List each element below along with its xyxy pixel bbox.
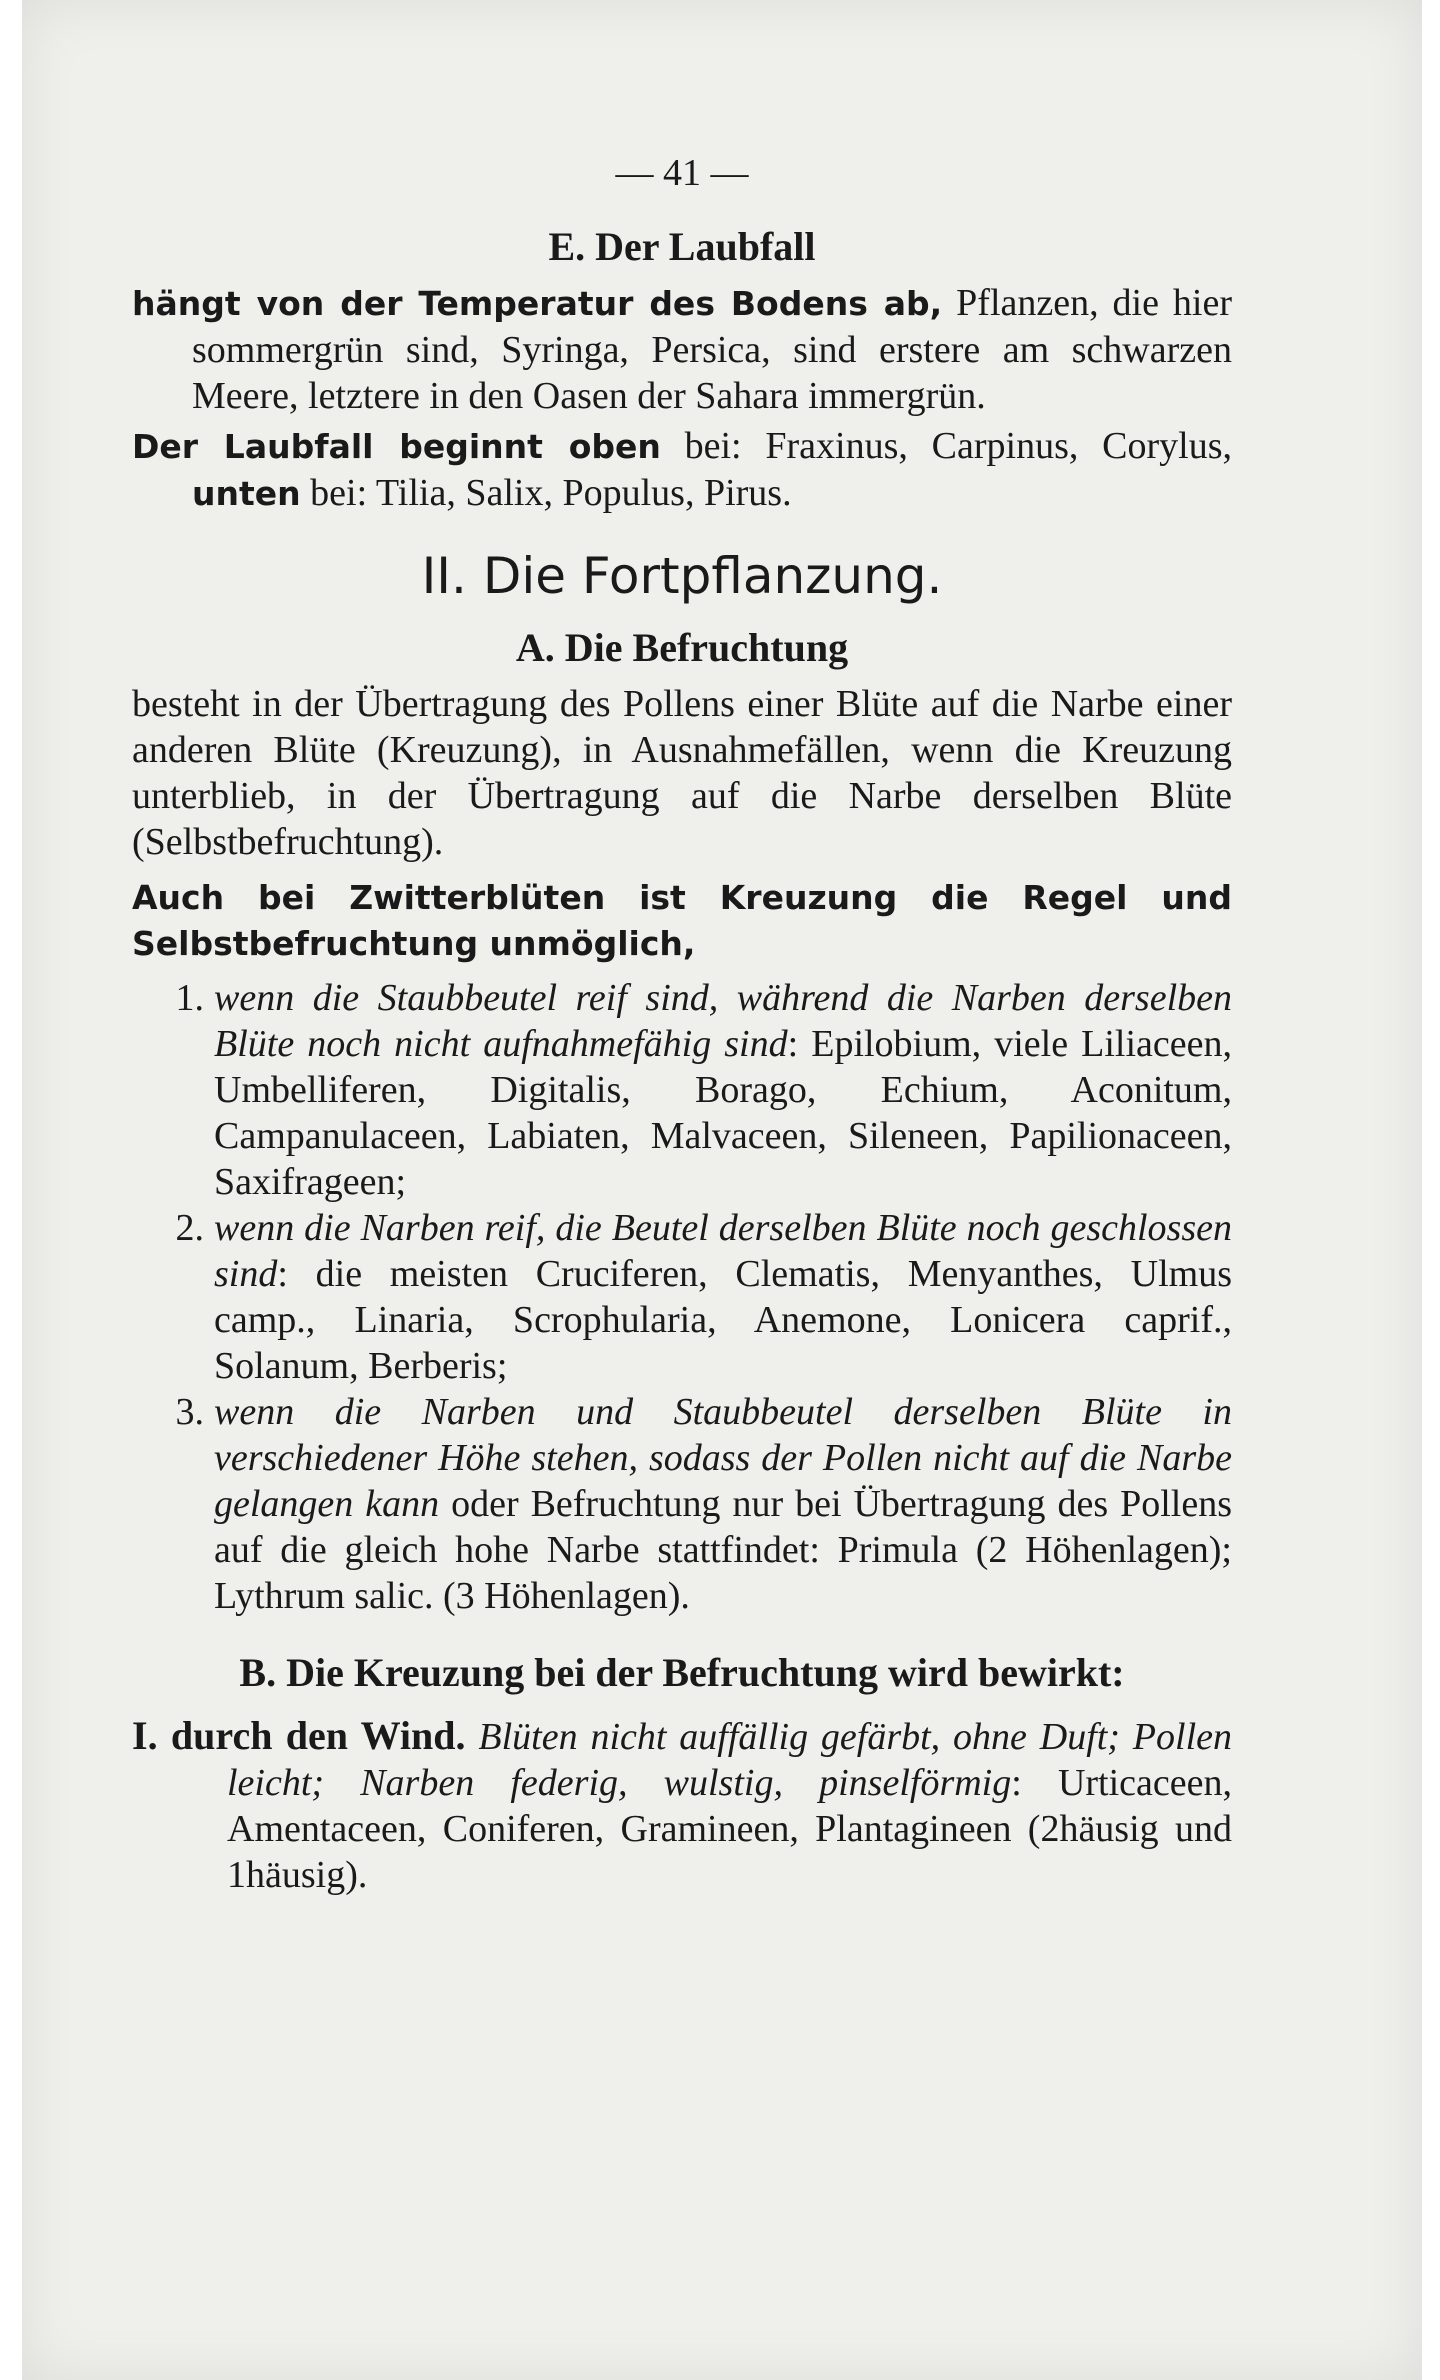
section-e-paragraph-2 xyxy=(132,423,1232,517)
list-item-2 xyxy=(132,1205,1232,1389)
section-e-para1-lead: hängt von der Temperatur des Bodens ab, xyxy=(132,284,943,323)
list-item-number: 3. xyxy=(175,1391,204,1433)
section-a-paragraph-1: besteht in der Übertragung des Pollens einer Blüte auf die Narbe einer anderen Blüte (Kreuzung), in Ausnahmefällen, wenn die Kreuzung unterblieb, in der Übertragung auf die Narbe derselben Blüte (Selbstbefruchtung). xyxy=(132,683,1232,863)
list-item-number: 1. xyxy=(175,977,204,1019)
page-number: — 41 — xyxy=(615,152,749,194)
section-b-item-1 xyxy=(132,1713,1232,1898)
section-e-title: E. Der Laubfall xyxy=(548,224,816,269)
section-e-para2-mid2: bei: Tilia, Salix, Populus, Pirus. xyxy=(300,472,792,514)
section-e-para2-lead1: Der Laubfall beginnt oben xyxy=(132,427,661,466)
section-b-item-1-italic: Blüten nicht auffällig gefärbt, ohne Duft; Pollen leicht; Narben federig, wulstig, pinselförmig xyxy=(227,1716,1233,1804)
list-item-italic: wenn die Narben reif, die Beutel derselben Blüte noch geschlossen sind xyxy=(214,1207,1232,1295)
list-item-number: 2. xyxy=(175,1207,204,1249)
page-content xyxy=(132,150,1232,1902)
section-b-title: B. Die Kreuzung bei der Befruchtung wird bewirkt: xyxy=(239,1650,1125,1695)
section-a-title: A. Die Befruchtung xyxy=(515,625,849,670)
list-item-body xyxy=(214,975,1232,1205)
section-e-paragraph-1 xyxy=(132,280,1232,419)
list-item-italic: wenn die Staubbeutel reif sind, während die Narben derselben Blüte noch nicht aufnahmefähig sind xyxy=(214,977,1232,1065)
section-a-paragraph-2: Auch bei Zwitterblüten ist Kreuzung die Regel und Selbstbefruchtung unmöglich, xyxy=(132,878,1232,963)
section-b-item-1-head: I. durch den Wind. xyxy=(132,1713,466,1758)
list-item-text: oder Befruchtung nur bei Übertragung des Pollens auf die gleich hohe Narbe stattfindet: Primula (2 Höhenlagen); Lythrum salic. (3 Höhenlagen). xyxy=(214,1483,1232,1617)
chapter-title: II. Die Fortpflanzung. xyxy=(421,547,943,605)
list-item-1 xyxy=(132,975,1232,1205)
list-item-italic: wenn die Narben und Staubbeutel derselben Blüte in verschiedener Höhe stehen, sodass der Pollen nicht auf die Narbe gelangen kann xyxy=(214,1391,1232,1525)
list-item-body xyxy=(214,1205,1232,1389)
list-item-body xyxy=(214,1389,1232,1619)
section-e-para2-mid1: bei: Fraxinus, Carpinus, Corylus, xyxy=(660,425,1232,467)
list-item-text: : die meisten Cruciferen, Clematis, Menyanthes, Ulmus camp., Linaria, Scrophularia, Anemone, Lonicera caprif., Solanum, Berberis; xyxy=(214,1253,1232,1387)
section-e-para1-rest: Pflanzen, die hier sommergrün sind, Syringa, Persica, sind erstere am schwarzen Meere, letztere in den Oasen der Sahara immergrün. xyxy=(192,282,1232,417)
section-b-item-1-text: : Urticaceen, Amentaceen, Coniferen, Gramineen, Plantagineen (2häusig und 1häusig). xyxy=(227,1762,1232,1896)
list-item-text: : Epilobium, viele Liliaceen, Umbelliferen, Digitalis, Borago, Echium, Aconitum, Campanulaceen, Labiaten, Malvaceen, Sileneen, Papilionaceen, Saxifrageen; xyxy=(214,1023,1232,1203)
book-page xyxy=(22,0,1422,2380)
list-item-3 xyxy=(132,1389,1232,1619)
section-e-para2-lead2: unten xyxy=(192,474,301,513)
